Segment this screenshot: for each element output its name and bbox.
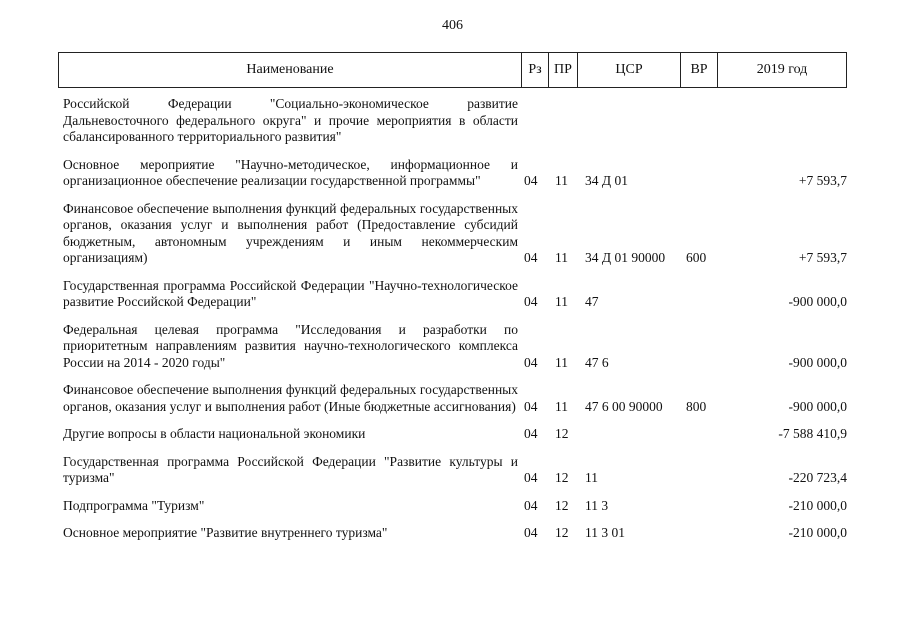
row-amount: -210 000,0 [788, 497, 847, 513]
table-row [58, 498, 847, 515]
row-csr: 47 [585, 294, 599, 309]
table-row [58, 322, 847, 372]
row-name: Государственная программа Российской Федерации "Развитие культуры и туризма" [63, 453, 518, 485]
table-row [58, 201, 847, 267]
row-name: Основное мероприятие "Развитие внутреннего туризма" [63, 525, 388, 540]
header-vr: ВР [681, 53, 718, 87]
row-amount: -210 000,0 [788, 525, 847, 540]
row-pr: 11 [555, 398, 568, 414]
table-body [58, 96, 847, 553]
header-name: Наименование [59, 53, 522, 87]
row-csr: 11 [585, 470, 598, 485]
row-pr: 11 [555, 173, 568, 188]
row-name: Федеральная целевая программа "Исследования и разработки по приоритетным направлениям развития научно-технологического комплекса России на 2014 - 2020 годы" [63, 321, 518, 370]
row-rz: 04 [524, 173, 538, 188]
header-rz: Рз [522, 53, 549, 87]
row-csr: 47 6 00 90000 [585, 398, 663, 414]
row-amount: -900 000,0 [788, 398, 847, 414]
row-vr: 600 [686, 250, 707, 265]
row-csr: 34 Д 01 90000 [585, 250, 666, 265]
header-pr: ПР [549, 53, 578, 87]
table-row [58, 454, 847, 487]
row-pr: 12 [555, 525, 569, 540]
row-name: Основное мероприятие "Научно-методическое, информационное и организационное обеспечение реализации государственной программы" [63, 156, 518, 188]
row-pr: 11 [555, 294, 568, 309]
row-rz: 04 [524, 525, 538, 540]
row-amount: -900 000,0 [788, 354, 847, 370]
row-rz: 04 [524, 470, 538, 485]
row-rz: 04 [524, 354, 538, 370]
row-name: Другие вопросы в области национальной экономики [63, 426, 366, 441]
row-rz: 04 [524, 426, 538, 441]
row-csr: 34 Д 01 [585, 173, 628, 188]
row-amount: -900 000,0 [788, 294, 847, 309]
row-name: Государственная программа Российской Федерации "Научно-технологическое развитие Российской Федерации" [63, 277, 518, 309]
row-csr: 47 6 [585, 354, 609, 370]
row-name: Российской Федерации "Социально-экономическое развитие Дальневосточного федерального округа" и прочие мероприятия в области сбалансированного территориального развития" [63, 96, 518, 144]
row-pr: 12 [555, 426, 569, 441]
row-amount: -7 588 410,9 [778, 426, 847, 441]
table-row [58, 382, 847, 415]
header-csr: ЦСР [578, 53, 681, 87]
row-rz: 04 [524, 497, 538, 513]
page-number: 406 [442, 18, 463, 33]
row-csr: 11 3 [585, 497, 609, 513]
row-pr: 12 [555, 470, 569, 485]
row-name: Финансовое обеспечение выполнения функций федеральных государственных органов, оказания услуг и выполнения работ (Предоставление субсидий бюджетным, автономным учреждениям и иным некоммерческим организациям) [63, 200, 518, 265]
row-rz: 04 [524, 294, 538, 309]
header-year: 2019 год [756, 62, 808, 77]
row-amount: +7 593,7 [798, 250, 847, 265]
row-amount: +7 593,7 [798, 173, 847, 188]
table-row [58, 525, 847, 542]
row-pr: 12 [555, 497, 569, 513]
table-row [58, 157, 847, 190]
row-vr: 800 [686, 398, 707, 414]
row-pr: 11 [555, 354, 568, 370]
table-row [58, 278, 847, 311]
table-row [58, 96, 847, 146]
row-amount: -220 723,4 [788, 470, 847, 485]
table-header [58, 52, 847, 88]
row-rz: 04 [524, 398, 538, 414]
row-name: Финансовое обеспечение выполнения функций федеральных государственных органов, оказания услуг и выполнения работ (Иные бюджетные ассигнования) [63, 382, 518, 414]
row-name: Подпрограмма "Туризм" [63, 497, 205, 513]
row-csr: 11 3 01 [585, 525, 625, 540]
row-pr: 11 [555, 250, 568, 265]
row-rz: 04 [524, 250, 538, 265]
table-row [58, 426, 847, 443]
